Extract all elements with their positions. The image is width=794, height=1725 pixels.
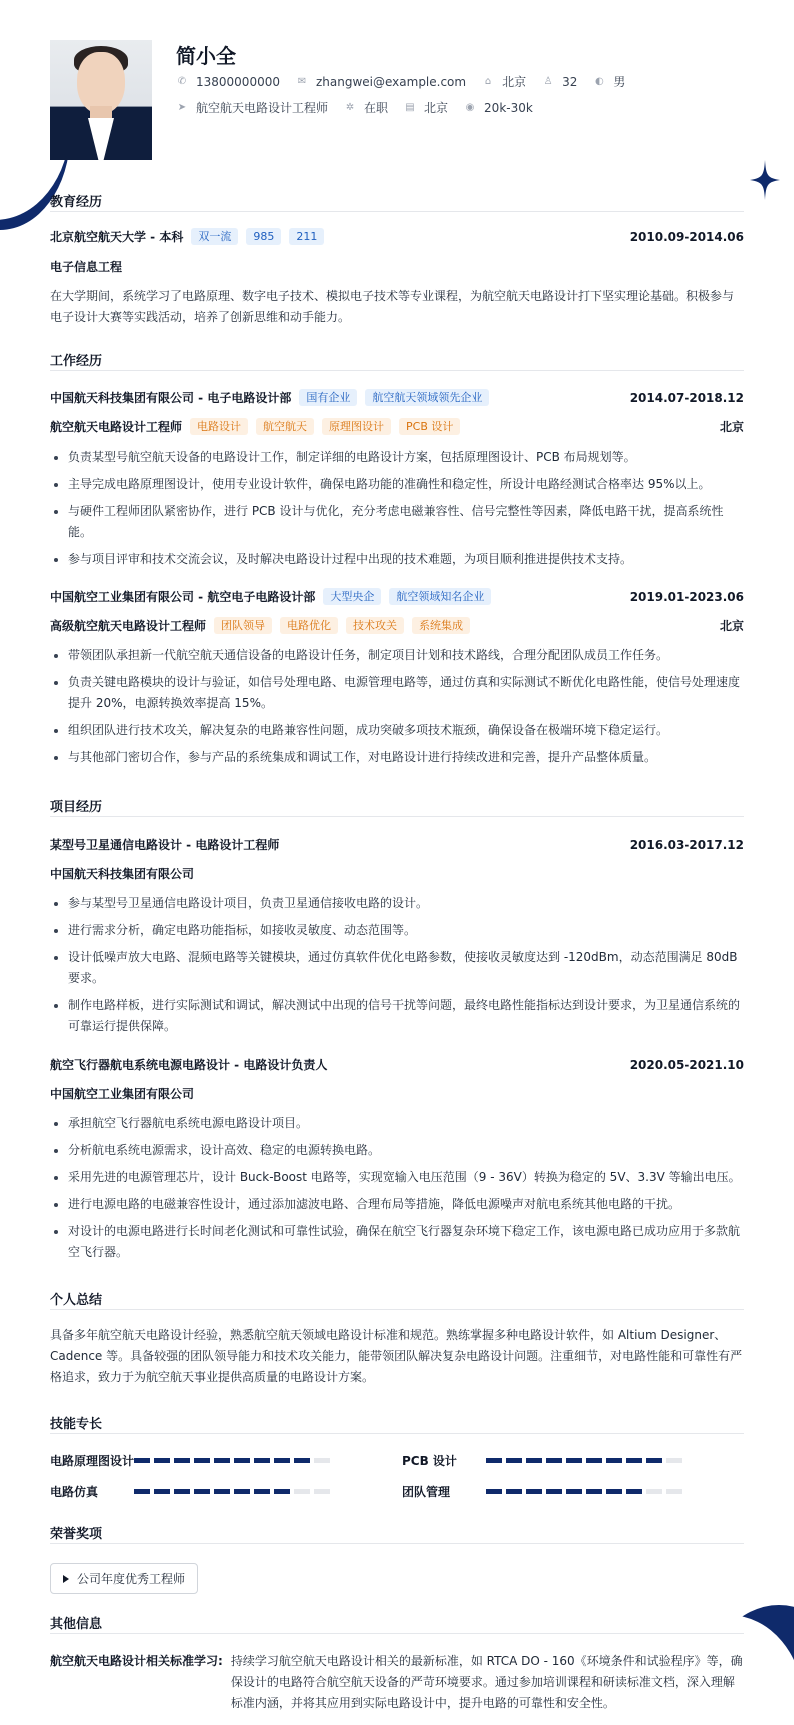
skill-level-segment: [626, 1489, 642, 1494]
skill-level-segment: [566, 1489, 582, 1494]
project-org-row: [50, 865, 744, 882]
project-bullets: [50, 1113, 744, 1269]
section-title-other: 其他信息: [50, 1617, 103, 1632]
skill-level-segment: [586, 1489, 602, 1494]
work-location: 北京: [719, 619, 744, 633]
other-text: 持续学习航空航天电路设计相关的最新标准，如 RTCA DO - 160《环境条件和试验程序》等，确保设计的电路符合航空航天设备的严苛环境要求。通过参加培训课程和研读标准文档，深入理解标准内涵，并将其应用到实际电路设计中，提升电路的可靠性和安全性。: [230, 1654, 743, 1710]
section-title-summary: 个人总结: [50, 1293, 103, 1308]
other-label: 航空航天电路设计相关标准学习:: [50, 1654, 223, 1668]
skill-level-segment: [506, 1458, 522, 1463]
candidate-name: 简小全: [176, 44, 236, 68]
skill-level-segment: [174, 1489, 190, 1494]
age-icon: ♙: [543, 75, 553, 87]
skill-tag: 技术攻关: [346, 617, 404, 634]
skill-level-segment: [666, 1489, 682, 1494]
project-name: 航空飞行器航电系统电源电路设计 - 电路设计负责人: [50, 1058, 328, 1072]
education-header: [50, 228, 744, 245]
skill-level-segment: [214, 1489, 230, 1494]
skill-item: [50, 1483, 330, 1500]
work-title-row: [50, 617, 744, 634]
list-item: 对设计的电源电路进行长时间老化测试和可靠性试验，确保在航空飞行器复杂环境下稳定工作，该电源电路已成功应用于多款航空飞行器。: [50, 1221, 744, 1263]
list-item: 负责某型号航空航天设备的电路设计工作，制定详细的电路设计方案，包括原理图设计、PCB 布局规划等。: [50, 447, 744, 468]
section-title-projects: 项目经历: [50, 800, 103, 815]
skill-level-segment: [254, 1489, 270, 1494]
gender: 男: [613, 75, 626, 89]
skill-level-segment: [314, 1489, 330, 1494]
skill-level-segment: [626, 1458, 642, 1463]
major-row: [50, 258, 744, 275]
skill-tag: PCB 设计: [399, 418, 460, 435]
skill-level-segment: [214, 1458, 230, 1463]
company-name: 中国航天科技集团有限公司 - 电子电路设计部: [50, 391, 292, 405]
list-item: 分析航电系统电源需求，设计高效、稳定的电源转换电路。: [50, 1140, 744, 1161]
salary-icon: ◉: [465, 101, 475, 113]
section-divider: [50, 1543, 744, 1544]
job-status: 在职: [364, 101, 389, 115]
skill-level-segment: [646, 1458, 662, 1463]
list-item: 参与某型号卫星通信电路设计项目，负责卫星通信接收电路的设计。: [50, 893, 744, 914]
skill-level-segment: [174, 1458, 190, 1463]
skill-level-segment: [506, 1489, 522, 1494]
age: 32: [562, 74, 578, 89]
company-tag: 大型央企: [323, 588, 381, 605]
home-icon: ⌂: [484, 75, 492, 87]
skill-level-segment: [486, 1489, 502, 1494]
section-title-awards: 荣誉奖项: [50, 1527, 103, 1542]
work-bullets: [50, 447, 744, 576]
work-date: 2019.01-2023.06: [629, 589, 744, 604]
list-item: 与硬件工程师团队紧密协作，进行 PCB 设计与优化，充分考虑电磁兼容性、信号完整性等因素，降低电路干扰，提高系统性能。: [50, 501, 744, 543]
section-divider: [50, 211, 744, 212]
skill-level-segment: [274, 1489, 290, 1494]
contact-row: [176, 73, 641, 90]
summary-text: 具备多年航空航天电路设计经验，熟悉航空航天领域电路设计标准和规范。熟练掌握多种电路设计软件，如 Altium Designer、Cadence 等。具备较强的团队领导能力和技术攻关能力，能带领团队解决复杂电路设计问题。注重细节，对电路性能和可靠性有严格追求，致力于为航空航天事业提供高质量的电路设计方案。: [50, 1328, 743, 1384]
skill-name: 团队管理: [402, 1485, 451, 1499]
job-title: 高级航空航天电路设计工程师: [50, 619, 207, 633]
other-info: [50, 1651, 744, 1714]
work-location: 北京: [719, 420, 744, 434]
skill-level-segment: [154, 1458, 170, 1463]
school-tag: 211: [289, 228, 324, 245]
project-org-row: [50, 1085, 744, 1102]
skill-name: PCB 设计: [402, 1454, 457, 1468]
skill-level-bar: [134, 1458, 330, 1463]
skill-level-segment: [294, 1458, 310, 1463]
company-tag: 航空航天领域领先企业: [365, 389, 489, 406]
skill-level-segment: [234, 1458, 250, 1463]
work-city: 北京: [424, 101, 449, 115]
list-item: 设计低噪声放大电路、混频电路等关键模块，通过仿真软件优化电路参数，使接收灵敏度达到 -120dBm，动态范围满足 80dB 要求。: [50, 947, 744, 989]
skill-level-segment: [194, 1458, 210, 1463]
skill-tag: 团队领导: [214, 617, 272, 634]
company-tag: 航空领域知名企业: [389, 588, 491, 605]
skill-level-segment: [526, 1458, 542, 1463]
skill-level-segment: [566, 1458, 582, 1463]
list-item: 采用先进的电源管理芯片，设计 Buck-Boost 电路等，实现宽输入电压范围（9 - 36V）转换为稳定的 5V、3.3V 等输出电压。: [50, 1167, 744, 1188]
work-title-row: [50, 418, 744, 435]
skill-tag: 电路优化: [280, 617, 338, 634]
education-description: 在大学期间，系统学习了电路原理、数字电子技术、模拟电子技术等专业课程，为航空航天电路设计打下坚实理论基础。积极参与电子设计大赛等实践活动，培养了创新思维和动手能力。: [50, 289, 735, 324]
status-icon: ✲: [345, 101, 355, 113]
skill-level-segment: [606, 1489, 622, 1494]
section-title-skills: 技能专长: [50, 1417, 103, 1432]
work-company-row: [50, 588, 744, 605]
mail-icon: ✉: [297, 75, 307, 87]
section-divider: [50, 370, 744, 371]
project-header: [50, 1056, 744, 1073]
skill-level-segment: [546, 1489, 562, 1494]
play-icon: [63, 1575, 69, 1583]
phone-icon: ✆: [177, 75, 187, 87]
list-item: 主导完成电路原理图设计，使用专业设计软件，确保电路功能的准确性和稳定性，所设计电路经测试合格率达 95%以上。: [50, 474, 744, 495]
skill-tag: 航空航天: [256, 418, 314, 435]
skill-level-bar: [486, 1458, 682, 1463]
education-date: 2010.09-2014.06: [629, 229, 744, 244]
list-item: 进行电源电路的电磁兼容性设计，通过添加滤波电路、合理布局等措施，降低电源噪声对航电系统其他电路的干扰。: [50, 1194, 744, 1215]
skill-level-segment: [154, 1489, 170, 1494]
section-divider: [50, 1309, 744, 1310]
skill-level-segment: [254, 1458, 270, 1463]
award-label: 公司年度优秀工程师: [77, 1572, 186, 1586]
skill-level-bar: [486, 1489, 682, 1494]
list-item: 承担航空飞行器航电系统电源电路设计项目。: [50, 1113, 744, 1134]
hometown: 北京: [502, 75, 527, 89]
project-date: 2020.05-2021.10: [629, 1057, 744, 1072]
skill-tag: 系统集成: [412, 617, 470, 634]
project-name: 某型号卫星通信电路设计 - 电路设计工程师: [50, 838, 280, 852]
skill-level-segment: [274, 1458, 290, 1463]
send-icon: ➤: [177, 101, 187, 113]
star-icon: [750, 160, 780, 200]
section-title-work: 工作经历: [50, 354, 103, 369]
school-name: 北京航空航天大学 - 本科: [50, 230, 184, 244]
skill-level-segment: [294, 1489, 310, 1494]
project-header: [50, 836, 744, 853]
gender-icon: ◐: [595, 75, 604, 87]
job-target: 航空航天电路设计工程师: [196, 101, 329, 115]
skill-item: [402, 1452, 682, 1469]
work-company-row: [50, 389, 744, 406]
award-item[interactable]: [50, 1563, 198, 1594]
skill-level-segment: [134, 1458, 150, 1463]
list-item: 负责关键电路模块的设计与验证，如信号处理电路、电源管理电路等，通过仿真和实际测试不断优化电路性能，使信号处理速度提升 20%，电源转换效率提高 15%。: [50, 672, 744, 714]
list-item: 参与项目评审和技术交流会议，及时解决电路设计过程中出现的技术难题，为项目顺利推进提供技术支持。: [50, 549, 744, 570]
skill-level-segment: [666, 1458, 682, 1463]
skill-level-bar: [134, 1489, 330, 1494]
job-title: 航空航天电路设计工程师: [50, 420, 183, 434]
section-divider: [50, 1633, 744, 1634]
section-title-education: 教育经历: [50, 195, 103, 210]
work-date: 2014.07-2018.12: [629, 390, 744, 405]
skill-level-segment: [314, 1458, 330, 1463]
skill-item: [402, 1483, 682, 1500]
major: 电子信息工程: [50, 260, 123, 274]
project-org: 中国航空工业集团有限公司: [50, 1087, 195, 1101]
list-item: 制作电路样板，进行实际测试和调试，解决测试中出现的信号干扰等问题，最终电路性能指标达到设计要求，为卫星通信系统的可靠运行提供保障。: [50, 995, 744, 1037]
skill-level-segment: [234, 1489, 250, 1494]
company-tag: 国有企业: [299, 389, 357, 406]
skill-name: 电路仿真: [50, 1485, 99, 1499]
skill-level-segment: [646, 1489, 662, 1494]
skill-level-segment: [606, 1458, 622, 1463]
building-icon: ▤: [405, 101, 415, 113]
section-divider: [50, 1433, 744, 1434]
phone: 13800000000: [196, 74, 280, 89]
skill-level-segment: [486, 1458, 502, 1463]
skill-level-segment: [586, 1458, 602, 1463]
skill-level-segment: [526, 1489, 542, 1494]
work-bullets: [50, 645, 744, 774]
skill-name: 电路原理图设计: [50, 1454, 135, 1468]
company-name: 中国航空工业集团有限公司 - 航空电子电路设计部: [50, 590, 316, 604]
section-divider: [50, 816, 744, 817]
skill-tag: 电路设计: [190, 418, 248, 435]
email: zhangwei@example.com: [315, 74, 467, 89]
skill-item: [50, 1452, 330, 1469]
list-item: 组织团队进行技术攻关，解决复杂的电路兼容性问题，成功突破多项技术瓶颈，确保设备在极端环境下稳定运行。: [50, 720, 744, 741]
project-date: 2016.03-2017.12: [629, 837, 744, 852]
project-org: 中国航天科技集团有限公司: [50, 867, 195, 881]
salary: 20k-30k: [484, 100, 533, 115]
school-tag: 985: [246, 228, 281, 245]
skill-level-segment: [194, 1489, 210, 1494]
list-item: 与其他部门密切合作，参与产品的系统集成和调试工作，对电路设计进行持续改进和完善，提升产品整体质量。: [50, 747, 744, 768]
avatar: [50, 40, 152, 160]
profile-header: [50, 40, 754, 160]
list-item: 带领团队承担新一代航空航天通信设备的电路设计任务，制定项目计划和技术路线，合理分配团队成员工作任务。: [50, 645, 744, 666]
list-item: 进行需求分析，确定电路功能指标，如接收灵敏度、动态范围等。: [50, 920, 744, 941]
school-tag: 双一流: [191, 228, 238, 245]
project-bullets: [50, 893, 744, 1043]
skill-level-segment: [134, 1489, 150, 1494]
skill-tag: 原理图设计: [322, 418, 391, 435]
skill-level-segment: [546, 1458, 562, 1463]
job-intent-row: [176, 99, 549, 116]
